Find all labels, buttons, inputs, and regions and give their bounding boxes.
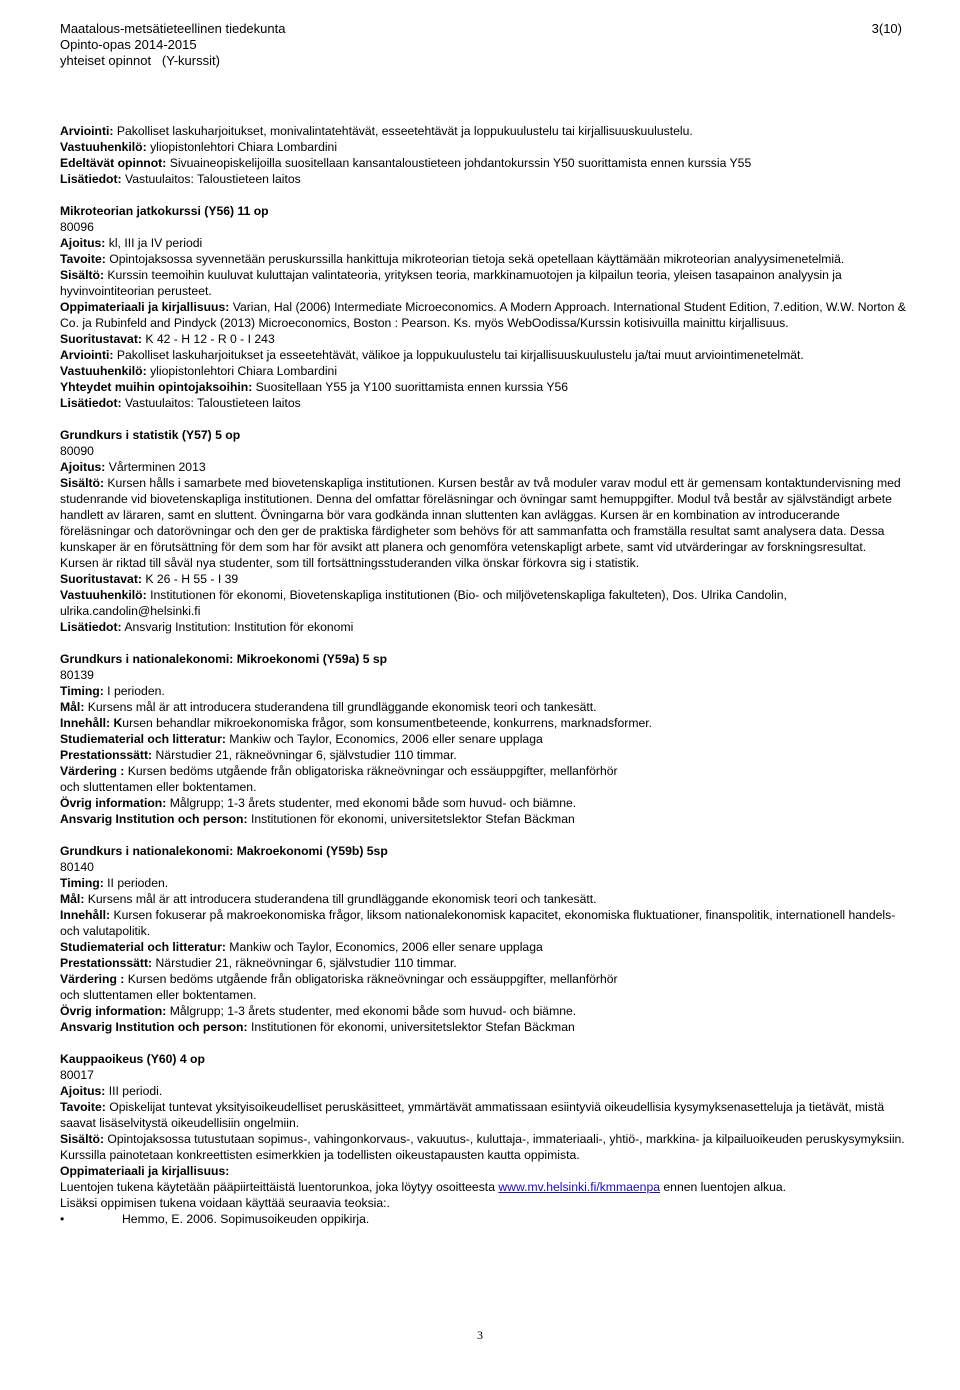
arviointi-line: Arviointi: Pakolliset laskuharjoitukset ja esseetehtävät, välikoe ja loppukuulustelu tai kirjallisuuskuulustelu ja/tai muut arviointimenetelmät. [60,348,804,362]
sisalto-line: Sisältö: Opintojaksossa tutustutaan sopimus-, vahingonkorvaus-, vakuutus-, kuluttaja-, immateriaali-, yhtiö-, markkina- ja kilpailuoikeuden peruskysymyksiin. Kurssilla painotetaan konkreettisten esimerkkien ja todellisten oikeustapausten kautta oppimista. [60,1132,905,1162]
tavoite-line: Tavoite: Opintojaksossa syvennetään peruskurssilla hankittuja mikroteorian tietoja sekä opetellaan käyttämään mikroteorian analyysimenetelmiä. [60,252,845,266]
innehall-line: Innehåll: Kursen fokuserar på makroekonomiska frågor, liksom nationalekonomisk kapacitet, ekonomiska fluktuationer, finanspolitik, internationell handels- och valutapolitik. [60,908,896,938]
ajoitus-line: Ajoitus: Vårterminen 2013 [60,460,206,474]
studiematerial-line: Studiematerial och litteratur: Mankiw och Taylor, Economics, 2006 eller senare upplaga [60,940,543,954]
yhteydet-line: Yhteydet muihin opintojaksoihin: Suositellaan Y55 ja Y100 suorittamista ennen kurssia Y56 [60,380,569,394]
page-header [60,21,285,69]
tavoite-line: Tavoite: Opiskelijat tuntevat yksityisoikeudelliset peruskäsitteet, ymmärtävät ammatissaan esiintyviä oikeudellisia kysymyksenasetteluja ja tietävät, mistä saavat lisäselvitystä oikeudellisiin ongelmiin. [60,1100,885,1130]
suoritustavat-line: Suoritustavat: K 42 - H 12 - R 0 - I 243 [60,332,275,346]
oppimateriaali-line: Oppimateriaali ja kirjallisuus: Varian, Hal (2006) Intermediate Microeconomics. A Modern Approach. International Student Edition, 7.edition, W.W. Norton & Co. ja Rubinfeld and Pindyck (2013) Microeconomics, Boston : Pearson. Ks. myös WebOodissa/Kurssin kotisivuilla mainittu kirjallisuus. [60,300,906,330]
ansvarig-line: Ansvarig Institution och person: Institutionen för ekonomi, universitetslektor Stefan Bäckman [60,812,575,826]
document-body [60,123,908,1227]
course-title-y59a: Grundkurs i nationalekonomi: Mikroekonomi (Y59a) 5 sp [60,652,388,666]
lisatiedot-line: Lisätiedot: Vastuulaitos: Taloustieteen laitos [60,172,301,186]
sisalto-line: Sisältö: Kurssin teemoihin kuuluvat kuluttajan valintateoria, yrityksen teoria, markkinamuotojen ja kilpailun teoria, yleisen tasapainon analyysin ja hyvinvointiteorian perusteet. [60,268,842,298]
lisatiedot-line: Lisätiedot: Ansvarig Institution: Institution för ekonomi [60,620,354,634]
vastuu-line: Vastuuhenkilö: yliopistonlehtori Chiara Lombardini [60,140,338,154]
vardering-line: Värdering : Kursen bedöms utgående från obligatoriska räkneövningar och essäuppgifter, mellanförhör och sluttentamen eller boktentamen. [60,972,618,1002]
footer-page-number: 3 [477,1328,483,1342]
ovrig-information-line: Övrig information: Målgrupp; 1-3 årets studenter, med ekonomi både som huvud- och biämne. [60,1004,577,1018]
course-code-y57: 80090 [60,444,94,458]
lisaksi-line: Lisäksi oppimisen tukena voidaan käyttää seuraavia teoksia:. [60,1196,390,1210]
course-code-y56: 80096 [60,220,94,234]
vardering-line: Värdering : Kursen bedöms utgående från obligatoriska räkneövningar och essäuppgifter, mellanförhör och sluttentamen eller boktentamen. [60,764,618,794]
luennot-line: Luentojen tukena käytetään pääpiirteittäistä luentorunkoa, joka löytyy osoitteesta www.mv.helsinki.fi/kmmaenpa ennen luentojen alkua. [60,1180,787,1194]
course-code-y59b: 80140 [60,860,94,874]
sisalto-line: Sisältö: Kursen hålls i samarbete med biovetenskapliga institutionen. Kursen består av två moduler varav modul ett är gemensam kontaktundervisning med studenrande vid biovetenskapliga institutionen. Denna del omfattar föreläsningar och övningar samt hemuppgifter. Modul två består av självständigt arbete handlett av läraren, samt en sluttent. Övningarna bör vara godkända innan sluttenten kan avläggas. Kursen är en kombination av introducerande föreläsningar och datorövningar och den ger de praktiska färdigheter som behövs för att sammanfatta och framställa resultat samt analysera data. Dessa kunskaper är en förutsättning för dem som har för avsikt att planera och genomföra vetenskapligt arbete, samt vid utvärderingar av forskningsresultat. Kursen är riktad till såväl nya studenter, som till fortsättningsstuderanden vilka önskar förkovra sig i statistik. [60,476,901,570]
lisatiedot-line: Lisätiedot: Vastuulaitos: Taloustieteen laitos [60,396,301,410]
innehall-line: Innehåll: Kursen behandlar mikroekonomiska frågor, som konsumentbeteende, konkurrens, marknadsformer. [60,716,653,730]
course-title-y56: Mikroteorian jatkokurssi (Y56) 11 op [60,204,269,218]
studiematerial-line: Studiematerial och litteratur: Mankiw och Taylor, Economics, 2006 eller senare upplaga [60,732,543,746]
timing-line: Timing: II perioden. [60,876,169,890]
vastuu-line: Vastuuhenkilö: yliopistonlehtori Chiara Lombardini [60,364,338,378]
section-title: yhteiset opinnot (Y-kurssit) [60,53,220,68]
ajoitus-line: Ajoitus: III periodi. [60,1084,163,1098]
arviointi-line: Arviointi: Pakolliset laskuharjoitukset, monivalintatehtävät, esseetehtävät ja loppukuulustelu tai kirjallisuuskuulustelu. [60,124,693,138]
suoritustavat-line: Suoritustavat: K 26 - H 55 - I 39 [60,572,239,586]
book-list-item: • Hemmo, E. 2006. Sopimusoikeuden oppikirja. [60,1212,370,1226]
page-count: 3(10) [871,21,902,36]
oppimateriaali-line: Oppimateriaali ja kirjallisuus: [60,1164,230,1178]
course-title-y60: Kauppaoikeus (Y60) 4 op [60,1052,205,1066]
mal-line: Mål: Kursens mål är att introducera studerandena till grundläggande ekonomisk teori och tankesätt. [60,700,597,714]
guide-title: Opinto-opas 2014-2015 [60,37,197,52]
ajoitus-line: Ajoitus: kl, III ja IV periodi [60,236,203,250]
mal-line: Mål: Kursens mål är att introducera studerandena till grundläggande ekonomisk teori och tankesätt. [60,892,597,906]
prestationssatt-line: Prestationssätt: Närstudier 21, räkneövningar 6, självstudier 110 timmar. [60,748,457,762]
ovrig-information-line: Övrig information: Målgrupp; 1-3 årets studenter, med ekonomi både som huvud- och biämne. [60,796,577,810]
ansvarig-line: Ansvarig Institution och person: Institutionen för ekonomi, universitetslektor Stefan Bäckman [60,1020,575,1034]
timing-line: Timing: I perioden. [60,684,165,698]
course-code-y59a: 80139 [60,668,94,682]
bullet-icon: • [60,1212,65,1226]
course-link[interactable]: www.mv.helsinki.fi/kmmaenpa [498,1180,661,1194]
course-title-y57: Grundkurs i statistik (Y57) 5 op [60,428,241,442]
vastuu-line: Vastuuhenkilö: Institutionen för ekonomi, Biovetenskapliga institutionen (Bio- och miljövetenskapliga fakulteten), Dos. Ulrika Candolin, ulrika.candolin@helsinki.fi [60,588,787,618]
prestationssatt-line: Prestationssätt: Närstudier 21, räkneövningar 6, självstudier 110 timmar. [60,956,457,970]
edeltavat-line: Edeltävät opinnot: Sivuaineopiskelijoilla suositellaan kansantaloustieteen johdantokurssin Y50 suorittamista ennen kurssia Y55 [60,156,752,170]
course-title-y59b: Grundkurs i nationalekonomi: Makroekonomi (Y59b) 5sp [60,844,388,858]
faculty-name: Maatalous-metsätieteellinen tiedekunta [60,21,286,36]
course-code-y60: 80017 [60,1068,94,1082]
